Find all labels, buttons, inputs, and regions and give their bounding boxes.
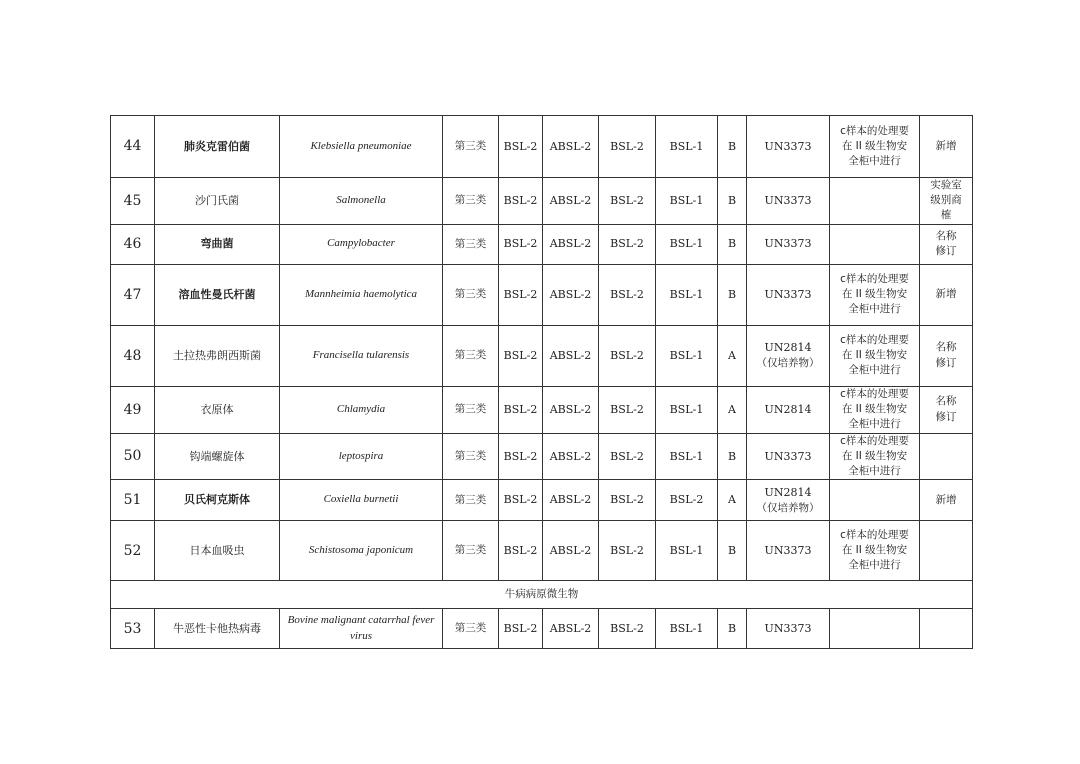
bsl-cell: BSL-1 <box>656 178 718 225</box>
bsl-cell: BSL-2 <box>599 386 656 433</box>
absl-cell: ABSL-2 <box>543 264 599 325</box>
bsl-cell: BSL-2 <box>499 224 543 264</box>
bsl-cell: BSL-2 <box>599 178 656 225</box>
note-cell <box>830 264 920 325</box>
package-class-cell: A <box>718 480 747 521</box>
un-number-cell <box>747 178 830 225</box>
bsl-cell: BSL-2 <box>499 116 543 178</box>
bsl-cell: BSL-2 <box>499 264 543 325</box>
note-line: 全柜中进行 <box>848 418 901 431</box>
bsl-cell: BSL-2 <box>599 325 656 386</box>
un-number-cell <box>747 116 830 178</box>
absl-cell: ABSL-2 <box>543 178 599 225</box>
bsl-cell: BSL-1 <box>656 521 718 581</box>
remark-line: 修订 <box>935 245 957 258</box>
table-row <box>111 178 973 225</box>
package-class-cell: B <box>718 116 747 178</box>
bsl-cell: BSL-2 <box>599 609 656 649</box>
hazard-class-cell: 第三类 <box>443 264 499 325</box>
bsl-cell: BSL-1 <box>656 433 718 480</box>
un-number: UN3373 <box>764 237 812 251</box>
remark-line: 修订 <box>935 356 957 369</box>
table-row <box>111 480 973 521</box>
hazard-class-cell: 第三类 <box>443 521 499 581</box>
remark-cell <box>920 325 973 386</box>
remark-line: 名称 <box>935 341 957 354</box>
hazard-class-cell: 第三类 <box>443 116 499 178</box>
un-number: UN3373 <box>764 139 812 153</box>
latin-name-cell: Salmonella <box>280 178 443 225</box>
table-row <box>111 224 973 264</box>
hazard-class-cell: 第三类 <box>443 178 499 225</box>
remark-line: 榷 <box>940 209 952 222</box>
chinese-name-cell: 溶血性曼氏杆菌 <box>155 264 280 325</box>
remark-line: 修订 <box>935 410 957 423</box>
table-row <box>111 386 973 433</box>
hazard-class-cell: 第三类 <box>443 325 499 386</box>
chinese-name-cell: 贝氏柯克斯体 <box>155 480 280 521</box>
bsl-cell: BSL-2 <box>599 521 656 581</box>
absl-cell: ABSL-2 <box>543 433 599 480</box>
un-number-cell <box>747 386 830 433</box>
chinese-name-cell: 沙门氏菌 <box>155 178 280 225</box>
un-number: UN3373 <box>764 621 812 635</box>
note-line: 全柜中进行 <box>848 559 901 572</box>
remark-line: 新增 <box>935 288 957 301</box>
absl-cell: ABSL-2 <box>543 386 599 433</box>
bsl-cell: BSL-2 <box>499 433 543 480</box>
un-number: UN3373 <box>764 287 812 301</box>
latin-name-cell: Mannheimia haemolytica <box>280 264 443 325</box>
note-cell <box>830 178 920 225</box>
bsl-cell: BSL-2 <box>599 116 656 178</box>
section-row <box>111 581 973 609</box>
note-line: 在 II 级生物安 <box>841 349 908 362</box>
note-line: 全柜中进行 <box>848 465 901 478</box>
row-number-cell: 48 <box>111 325 155 386</box>
note-cell <box>830 433 920 480</box>
un-number-cell <box>747 609 830 649</box>
note-cell <box>830 609 920 649</box>
package-class-cell: B <box>718 609 747 649</box>
remark-cell <box>920 264 973 325</box>
row-number-cell: 49 <box>111 386 155 433</box>
remark-cell <box>920 433 973 480</box>
un-number-cell <box>747 480 830 521</box>
un-number-cell <box>747 224 830 264</box>
row-number-cell: 44 <box>111 116 155 178</box>
pathogen-table <box>110 115 973 649</box>
bsl-cell: BSL-2 <box>599 433 656 480</box>
table-row <box>111 325 973 386</box>
absl-cell: ABSL-2 <box>543 224 599 264</box>
un-note: （仅培养物） <box>756 357 820 370</box>
chinese-name-cell: 牛恶性卡他热病毒 <box>155 609 280 649</box>
note-line: 在 II 级生物安 <box>841 403 908 416</box>
chinese-name-cell: 肺炎克雷伯菌 <box>155 116 280 178</box>
un-number: UN3373 <box>764 193 812 207</box>
bsl-cell: BSL-1 <box>656 325 718 386</box>
note-line: 全柜中进行 <box>848 303 901 316</box>
table-row <box>111 521 973 581</box>
bsl-cell: BSL-2 <box>499 178 543 225</box>
bsl-cell: BSL-1 <box>656 264 718 325</box>
un-number-cell <box>747 325 830 386</box>
bsl-cell: BSL-1 <box>656 609 718 649</box>
bsl-cell: BSL-2 <box>499 521 543 581</box>
hazard-class-cell: 第三类 <box>443 433 499 480</box>
bsl-cell: BSL-2 <box>499 480 543 521</box>
absl-cell: ABSL-2 <box>543 325 599 386</box>
note-line: c样本的处理要 <box>840 387 909 400</box>
row-number-cell: 46 <box>111 224 155 264</box>
absl-cell: ABSL-2 <box>543 521 599 581</box>
un-number-cell <box>747 264 830 325</box>
un-number: UN3373 <box>764 543 812 557</box>
remark-cell <box>920 386 973 433</box>
package-class-cell: A <box>718 386 747 433</box>
hazard-class-cell: 第三类 <box>443 386 499 433</box>
chinese-name-cell: 土拉热弗朗西斯菌 <box>155 325 280 386</box>
note-line: c样本的处理要 <box>840 528 909 541</box>
note-line: c样本的处理要 <box>840 434 909 447</box>
bsl-cell: BSL-1 <box>656 116 718 178</box>
un-number: UN2814 <box>764 402 812 416</box>
note-line: 在 II 级生物安 <box>841 449 908 462</box>
absl-cell: ABSL-2 <box>543 609 599 649</box>
package-class-cell: B <box>718 521 747 581</box>
note-line: c样本的处理要 <box>840 272 909 285</box>
remark-line: 新增 <box>935 493 957 506</box>
remark-line: 名称 <box>935 395 957 408</box>
chinese-name-cell: 弯曲菌 <box>155 224 280 264</box>
note-line: 在 II 级生物安 <box>841 288 908 301</box>
remark-line: 新增 <box>935 139 957 152</box>
bsl-cell: BSL-2 <box>656 480 718 521</box>
table-row <box>111 433 973 480</box>
row-number-cell: 50 <box>111 433 155 480</box>
bsl-cell: BSL-2 <box>599 264 656 325</box>
hazard-class-cell: 第三类 <box>443 480 499 521</box>
row-number-cell: 51 <box>111 480 155 521</box>
absl-cell: ABSL-2 <box>543 116 599 178</box>
latin-name-cell: Coxiella burnetii <box>280 480 443 521</box>
table-row <box>111 264 973 325</box>
bsl-cell: BSL-2 <box>499 609 543 649</box>
latin-name-cell: Bovine malignant catarrhal fever virus <box>280 609 443 649</box>
remark-line: 名称 <box>935 229 957 242</box>
section-label: 牛病病原微生物 <box>111 581 973 609</box>
un-number-cell <box>747 433 830 480</box>
remark-cell <box>920 224 973 264</box>
row-number-cell: 52 <box>111 521 155 581</box>
row-number-cell: 53 <box>111 609 155 649</box>
table-row <box>111 116 973 178</box>
remark-cell <box>920 178 973 225</box>
bsl-cell: BSL-1 <box>656 386 718 433</box>
chinese-name-cell: 衣原体 <box>155 386 280 433</box>
note-cell <box>830 480 920 521</box>
package-class-cell: B <box>718 224 747 264</box>
note-line: 全柜中进行 <box>848 364 901 377</box>
package-class-cell: B <box>718 264 747 325</box>
latin-name-cell: leptospira <box>280 433 443 480</box>
row-number-cell: 45 <box>111 178 155 225</box>
package-class-cell: B <box>718 433 747 480</box>
note-cell <box>830 116 920 178</box>
note-cell <box>830 386 920 433</box>
remark-cell <box>920 116 973 178</box>
note-line: c样本的处理要 <box>840 124 909 137</box>
note-cell <box>830 325 920 386</box>
remark-cell <box>920 480 973 521</box>
note-line: 在 II 级生物安 <box>841 544 908 557</box>
chinese-name-cell: 钩端螺旋体 <box>155 433 280 480</box>
latin-name-cell: Campylobacter <box>280 224 443 264</box>
un-number: UN3373 <box>764 449 812 463</box>
remark-line: 实验室 <box>930 179 962 191</box>
latin-name-cell: Klebsiella pneumoniae <box>280 116 443 178</box>
un-number: UN2814 <box>764 485 812 499</box>
bsl-cell: BSL-1 <box>656 224 718 264</box>
remark-cell <box>920 521 973 581</box>
row-number-cell: 47 <box>111 264 155 325</box>
note-cell <box>830 521 920 581</box>
note-line: 全柜中进行 <box>848 155 901 168</box>
un-note: （仅培养物） <box>756 501 820 514</box>
bsl-cell: BSL-2 <box>599 224 656 264</box>
table-row <box>111 609 973 649</box>
bsl-cell: BSL-2 <box>499 386 543 433</box>
hazard-class-cell: 第三类 <box>443 609 499 649</box>
un-number-cell <box>747 521 830 581</box>
latin-name-cell: Chlamydia <box>280 386 443 433</box>
absl-cell: ABSL-2 <box>543 480 599 521</box>
package-class-cell: B <box>718 178 747 225</box>
chinese-name-cell: 日本血吸虫 <box>155 521 280 581</box>
bsl-cell: BSL-2 <box>499 325 543 386</box>
latin-name-cell: Francisella tularensis <box>280 325 443 386</box>
hazard-class-cell: 第三类 <box>443 224 499 264</box>
note-line: 在 II 级生物安 <box>841 139 908 152</box>
bsl-cell: BSL-2 <box>599 480 656 521</box>
remark-cell <box>920 609 973 649</box>
note-cell <box>830 224 920 264</box>
package-class-cell: A <box>718 325 747 386</box>
note-line: c样本的处理要 <box>840 333 909 346</box>
latin-name-cell: Schistosoma japonicum <box>280 521 443 581</box>
remark-line: 级别商 <box>930 194 962 207</box>
un-number: UN2814 <box>764 341 812 355</box>
